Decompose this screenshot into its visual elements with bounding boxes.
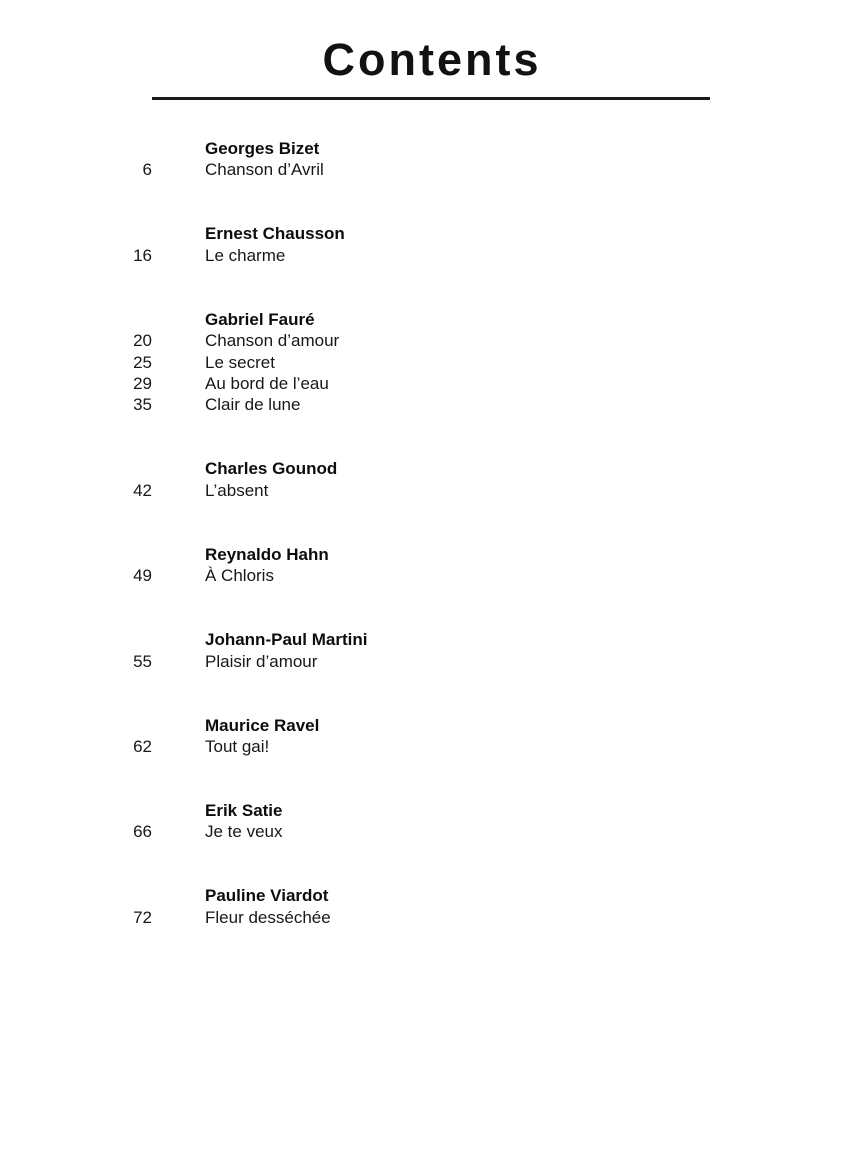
- composer-row: [0, 544, 864, 565]
- piece-title: Le charme: [205, 245, 286, 265]
- page-number: 55: [133, 651, 152, 671]
- toc-section: [0, 223, 864, 266]
- toc-section: [0, 544, 864, 587]
- piece-title: Clair de lune: [205, 395, 301, 415]
- composer-row: [0, 629, 864, 650]
- composer-row: [0, 138, 864, 159]
- page-number: 66: [133, 822, 152, 842]
- toc-section: [0, 629, 864, 672]
- toc-row: [0, 394, 864, 415]
- page-number: 49: [133, 566, 152, 586]
- composer-name: Gabriel Fauré: [205, 309, 315, 329]
- composer-name: Erik Satie: [205, 801, 283, 821]
- toc-row: [0, 907, 864, 928]
- toc-section: [0, 138, 864, 181]
- composer-num-spacer: [0, 223, 205, 244]
- composer-name: Georges Bizet: [205, 139, 320, 158]
- toc-section: [0, 458, 864, 501]
- toc-row: [0, 480, 864, 501]
- toc-list: [0, 138, 864, 928]
- toc-row: [0, 736, 864, 757]
- piece-title: Plaisir d’amour: [205, 651, 318, 671]
- piece-title: L’absent: [205, 480, 269, 500]
- composer-name: Ernest Chausson: [205, 224, 345, 244]
- page-header: [0, 36, 864, 100]
- composer-row: [0, 458, 864, 479]
- toc-row: [0, 330, 864, 351]
- page-number: 42: [133, 480, 152, 500]
- page-number: 29: [133, 374, 152, 394]
- page-number: 16: [133, 245, 152, 265]
- piece-title: Chanson d’Avril: [205, 160, 324, 180]
- composer-row: [0, 715, 864, 736]
- composer-name: Maurice Ravel: [205, 715, 320, 735]
- page-number: 6: [142, 160, 152, 180]
- toc-row: [0, 373, 864, 394]
- composer-row: [0, 309, 864, 330]
- composer-name: Pauline Viardot: [205, 886, 329, 906]
- composer-name: Reynaldo Hahn: [205, 544, 329, 564]
- toc-section: [0, 715, 864, 758]
- toc-row: [0, 159, 864, 180]
- page-number: 25: [133, 352, 152, 372]
- composer-num-spacer: [0, 309, 205, 330]
- toc-row: [0, 821, 864, 842]
- toc-section: [0, 309, 864, 416]
- piece-title: À Chloris: [205, 566, 274, 586]
- piece-title: Chanson d’amour: [205, 331, 340, 351]
- piece-title: Je te veux: [205, 822, 283, 842]
- composer-num-spacer: [0, 715, 205, 736]
- composer-num-spacer: [0, 885, 205, 906]
- page-number: 72: [133, 907, 152, 927]
- piece-title: Tout gai!: [205, 737, 270, 757]
- page-number: 20: [133, 331, 152, 351]
- toc-row: [0, 245, 864, 266]
- composer-row: [0, 800, 864, 821]
- composer-num-spacer: [0, 544, 205, 565]
- page-number: 62: [133, 737, 152, 757]
- composer-num-spacer: [0, 800, 205, 821]
- piece-title: Le secret: [205, 352, 275, 372]
- toc-section: [0, 800, 864, 843]
- composer-num-spacer: [0, 138, 205, 159]
- composer-row: [0, 885, 864, 906]
- composer-name: Charles Gounod: [205, 459, 338, 479]
- composer-num-spacer: [0, 458, 205, 479]
- toc-row: [0, 565, 864, 586]
- composer-name: Johann-Paul Martini: [205, 630, 368, 650]
- toc-row: [0, 352, 864, 373]
- title-rule: [152, 97, 710, 100]
- composer-row: [0, 223, 864, 244]
- composer-num-spacer: [0, 629, 205, 650]
- toc-row: [0, 651, 864, 672]
- piece-title: Fleur desséchée: [205, 907, 331, 927]
- piece-title: Au bord de l’eau: [205, 374, 329, 394]
- page-number: 35: [133, 395, 152, 415]
- toc-section: [0, 885, 864, 928]
- page-title: Contents: [322, 34, 542, 85]
